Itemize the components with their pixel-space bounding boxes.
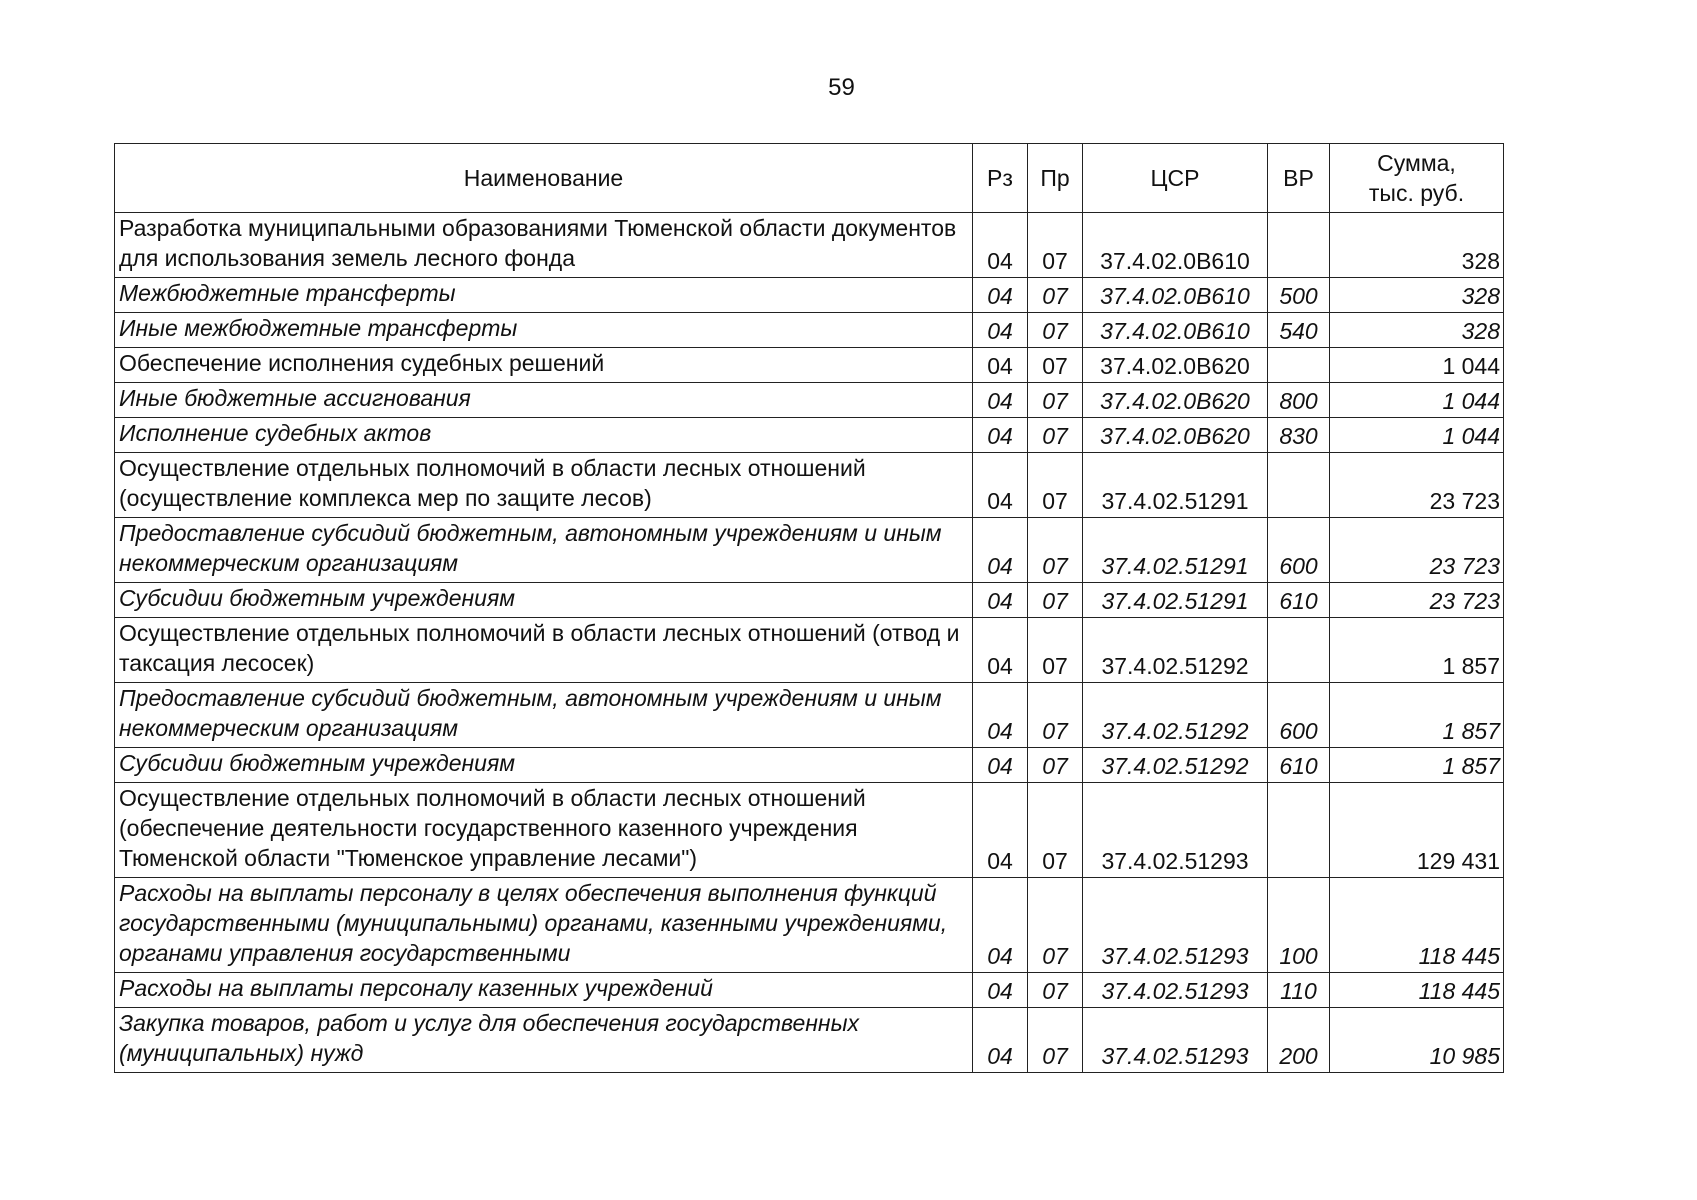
cell-pr: 07 (1028, 518, 1083, 583)
cell-vr: 110 (1268, 973, 1330, 1008)
cell-rz: 04 (973, 748, 1028, 783)
cell-rz: 04 (973, 878, 1028, 973)
cell-pr: 07 (1028, 583, 1083, 618)
cell-csr: 37.4.02.0В620 (1083, 348, 1268, 383)
cell-pr: 07 (1028, 213, 1083, 278)
cell-rz: 04 (973, 783, 1028, 878)
cell-csr: 37.4.02.0В610 (1083, 313, 1268, 348)
cell-csr: 37.4.02.51293 (1083, 973, 1268, 1008)
table-row (115, 783, 1504, 878)
cell-name: Разработка муниципальными образованиями Тюменской области документов для использования земель лесного фонда (115, 213, 973, 278)
table-row (115, 973, 1504, 1008)
cell-pr: 07 (1028, 973, 1083, 1008)
cell-pr: 07 (1028, 383, 1083, 418)
cell-sum: 1 857 (1330, 683, 1504, 748)
cell-csr: 37.4.02.0В610 (1083, 278, 1268, 313)
budget-table (114, 143, 1504, 1073)
header-name: Наименование (115, 144, 973, 213)
cell-vr: 610 (1268, 748, 1330, 783)
cell-pr: 07 (1028, 453, 1083, 518)
page-number: 59 (828, 74, 855, 101)
cell-csr: 37.4.02.51293 (1083, 1008, 1268, 1073)
cell-vr: 100 (1268, 878, 1330, 973)
cell-rz: 04 (973, 453, 1028, 518)
table-row (115, 878, 1504, 973)
cell-csr: 37.4.02.51293 (1083, 783, 1268, 878)
cell-name: Обеспечение исполнения судебных решений (115, 348, 973, 383)
cell-vr: 800 (1268, 383, 1330, 418)
table-row (115, 618, 1504, 683)
cell-pr: 07 (1028, 313, 1083, 348)
table-row (115, 453, 1504, 518)
cell-rz: 04 (973, 348, 1028, 383)
cell-pr: 07 (1028, 783, 1083, 878)
cell-sum: 328 (1330, 313, 1504, 348)
cell-sum: 118 445 (1330, 973, 1504, 1008)
cell-vr: 540 (1268, 313, 1330, 348)
cell-rz: 04 (973, 518, 1028, 583)
cell-vr (1268, 453, 1330, 518)
cell-vr: 600 (1268, 683, 1330, 748)
cell-pr: 07 (1028, 878, 1083, 973)
cell-rz: 04 (973, 213, 1028, 278)
table-header-row (115, 144, 1504, 213)
cell-vr: 600 (1268, 518, 1330, 583)
cell-rz: 04 (973, 1008, 1028, 1073)
cell-name: Предоставление субсидий бюджетным, автономным учреждениям и иным некоммерческим организациям (115, 518, 973, 583)
table-row (115, 1008, 1504, 1073)
header-sum-line1: Сумма, (1377, 150, 1456, 176)
cell-sum: 1 857 (1330, 618, 1504, 683)
cell-rz: 04 (973, 418, 1028, 453)
cell-name: Иные межбюджетные трансферты (115, 313, 973, 348)
cell-rz: 04 (973, 313, 1028, 348)
table-row (115, 418, 1504, 453)
table-row (115, 383, 1504, 418)
cell-pr: 07 (1028, 348, 1083, 383)
cell-pr: 07 (1028, 418, 1083, 453)
table-row (115, 748, 1504, 783)
cell-name: Иные бюджетные ассигнования (115, 383, 973, 418)
cell-vr (1268, 348, 1330, 383)
cell-name: Расходы на выплаты персоналу в целях обеспечения выполнения функций государственными (муниципальными) органами, казенными учреждениями, органами управления государственными (115, 878, 973, 973)
cell-name: Субсидии бюджетным учреждениям (115, 748, 973, 783)
cell-vr: 610 (1268, 583, 1330, 618)
table-row (115, 683, 1504, 748)
cell-csr: 37.4.02.51291 (1083, 583, 1268, 618)
cell-name: Осуществление отдельных полномочий в области лесных отношений (отвод и таксация лесосек) (115, 618, 973, 683)
cell-vr (1268, 618, 1330, 683)
cell-csr: 37.4.02.51292 (1083, 683, 1268, 748)
cell-rz: 04 (973, 278, 1028, 313)
cell-sum: 328 (1330, 213, 1504, 278)
cell-csr: 37.4.02.0В620 (1083, 383, 1268, 418)
table-row (115, 518, 1504, 583)
cell-csr: 37.4.02.51291 (1083, 518, 1268, 583)
cell-sum: 23 723 (1330, 518, 1504, 583)
cell-sum: 129 431 (1330, 783, 1504, 878)
cell-vr: 200 (1268, 1008, 1330, 1073)
table-row (115, 583, 1504, 618)
cell-csr: 37.4.02.51293 (1083, 878, 1268, 973)
cell-pr: 07 (1028, 748, 1083, 783)
cell-rz: 04 (973, 583, 1028, 618)
cell-name: Осуществление отдельных полномочий в области лесных отношений (обеспечение деятельности государственного казенного учреждения Тюменской области "Тюменское управление лесами") (115, 783, 973, 878)
cell-sum: 1 044 (1330, 418, 1504, 453)
cell-vr: 830 (1268, 418, 1330, 453)
header-sum-line2: тыс. руб. (1368, 180, 1465, 206)
cell-sum: 10 985 (1330, 1008, 1504, 1073)
cell-csr: 37.4.02.0В620 (1083, 418, 1268, 453)
cell-csr: 37.4.02.0В610 (1083, 213, 1268, 278)
cell-rz: 04 (973, 618, 1028, 683)
cell-name: Расходы на выплаты персоналу казенных учреждений (115, 973, 973, 1008)
cell-sum: 1 044 (1330, 348, 1504, 383)
table-row (115, 313, 1504, 348)
cell-sum: 118 445 (1330, 878, 1504, 973)
cell-name: Исполнение судебных актов (115, 418, 973, 453)
cell-vr (1268, 213, 1330, 278)
cell-rz: 04 (973, 383, 1028, 418)
header-sum (1330, 144, 1504, 213)
header-rz: Рз (973, 144, 1028, 213)
cell-rz: 04 (973, 973, 1028, 1008)
cell-vr (1268, 783, 1330, 878)
cell-csr: 37.4.02.51292 (1083, 748, 1268, 783)
cell-sum: 328 (1330, 278, 1504, 313)
cell-name: Осуществление отдельных полномочий в области лесных отношений (осуществление комплекса мер по защите лесов) (115, 453, 973, 518)
cell-rz: 04 (973, 683, 1028, 748)
cell-pr: 07 (1028, 1008, 1083, 1073)
cell-sum: 1 857 (1330, 748, 1504, 783)
table-row (115, 348, 1504, 383)
table-row (115, 213, 1504, 278)
cell-csr: 37.4.02.51292 (1083, 618, 1268, 683)
cell-name: Субсидии бюджетным учреждениям (115, 583, 973, 618)
cell-sum: 1 044 (1330, 383, 1504, 418)
cell-vr: 500 (1268, 278, 1330, 313)
cell-csr: 37.4.02.51291 (1083, 453, 1268, 518)
header-vr: ВР (1268, 144, 1330, 213)
cell-sum: 23 723 (1330, 583, 1504, 618)
cell-name: Межбюджетные трансферты (115, 278, 973, 313)
table-row (115, 278, 1504, 313)
cell-pr: 07 (1028, 683, 1083, 748)
cell-name: Предоставление субсидий бюджетным, автономным учреждениям и иным некоммерческим организациям (115, 683, 973, 748)
cell-pr: 07 (1028, 278, 1083, 313)
cell-sum: 23 723 (1330, 453, 1504, 518)
header-csr: ЦСР (1083, 144, 1268, 213)
cell-pr: 07 (1028, 618, 1083, 683)
header-pr: Пр (1028, 144, 1083, 213)
cell-name: Закупка товаров, работ и услуг для обеспечения государственных (муниципальных) нужд (115, 1008, 973, 1073)
table-body (115, 213, 1504, 1073)
